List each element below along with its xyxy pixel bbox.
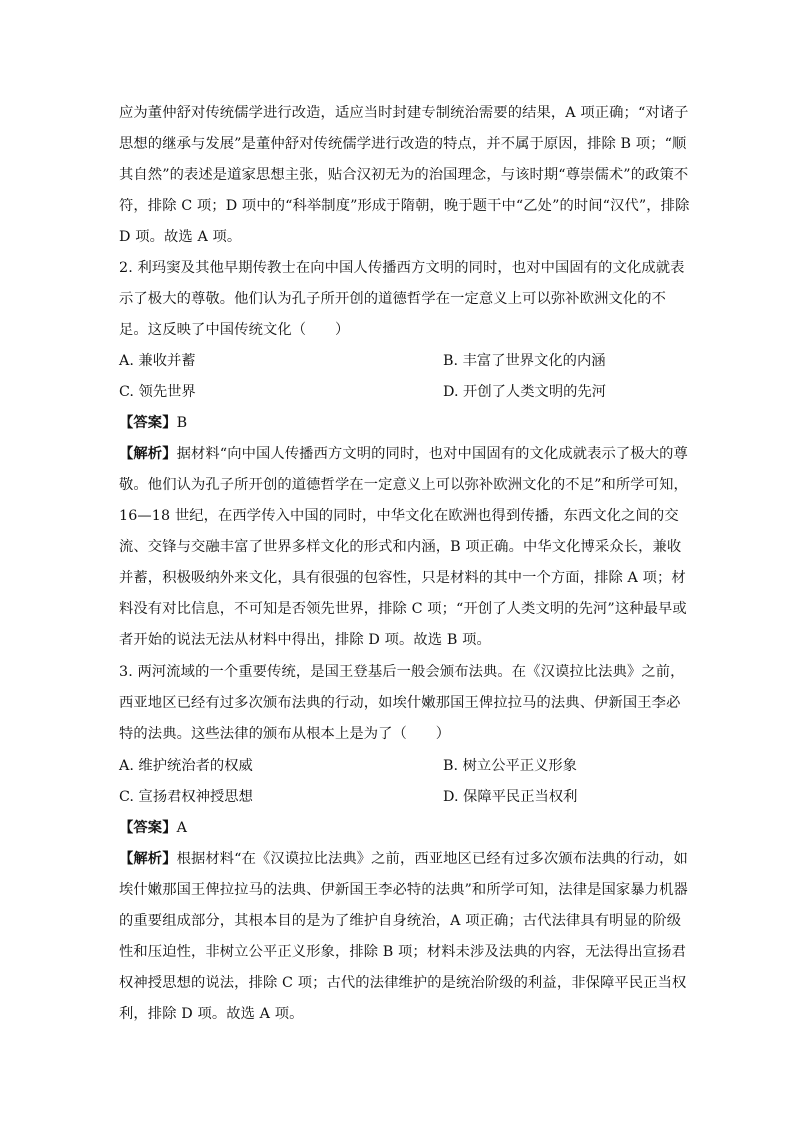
q3-stem-line: 3. 两河流域的一个重要传统，是国王登基后一般会颁布法典。在《汉谟拉比法典》之前，	[119, 664, 685, 680]
answer-tag: 【答案】	[119, 415, 177, 431]
q1-explanation-line: 其自然”的表述是道家思想主张，贴合汉初无为的治国理念，与该时期“尊崇儒术”的政策不	[119, 167, 689, 183]
q2-analysis-line: 流、交锋与交融丰富了世界多样文化的形式和内涵，B 项正确。中华文化博采众长，兼收	[119, 539, 682, 555]
analysis-text: 根据材料“在《汉谟拉比法典》之前，西亚地区已经有过多次颁布法典的行动，如	[176, 851, 688, 867]
q1-explanation-line: 符，排除 C 项；D 项中的“科举制度”形成于隋朝，晚于题干中“乙处”的时间“汉代”，排除	[119, 198, 690, 214]
analysis-tag: 【解析】	[119, 851, 177, 867]
q1-explanation-line: 应为董仲舒对传统儒学进行改造，适应当时封建专制统治需要的结果，A 项正确；“对诸子	[119, 105, 689, 121]
q2-analysis-line: 并蓄，积极吸纳外来文化，具有很强的包容性，只是材料的其中一个方面，排除 A 项；材	[119, 570, 686, 586]
q2-analysis-line: 敬。他们认为孔子所开创的道德哲学在一定意义上可以弥补欧洲文化的不足”和所学可知，	[119, 477, 688, 493]
q3-analysis-line: 权神授思想的说法，排除 C 项；古代的法律维护的是统治阶级的利益，非保障平民正当权	[119, 975, 687, 991]
q3-option-a: A. 维护统治者的权威	[119, 758, 253, 774]
q3-analysis-line: 的重要组成部分，其根本目的是为了维护自身统治，A 项正确；古代法律具有明显的阶级	[119, 913, 682, 929]
q3-stem-line: 特的法典。这些法律的颁布从根本上是为了（ ）	[119, 726, 451, 742]
q2-analysis-line: 16—18 世纪，在西学传入中国的同时，中华文化在欧洲也得到传播，东西文化之间的交	[119, 508, 679, 524]
q2-answer	[119, 413, 187, 433]
q2-option-d: D. 开创了人类文明的先河	[443, 384, 607, 400]
q3-answer	[119, 818, 187, 838]
q3-option-c: C. 宣扬君权神授思想	[119, 789, 253, 805]
q2-analysis-line: 料没有对比信息，不可知是否领先世界，排除 C 项；“开创了人类文明的先河”这种最早或	[119, 601, 687, 617]
q2-stem-line: 2. 利玛窦及其他早期传教士在向中国人传播西方文明的同时，也对中国固有的文化成就表	[119, 260, 685, 276]
analysis-tag: 【解析】	[119, 446, 177, 462]
q1-explanation-line: D 项。故选 A 项。	[119, 229, 242, 245]
q3-analysis-line: 埃什嫩那国王俾拉拉马的法典、伊新国王李必特的法典”和所学可知，法律是国家暴力机器	[119, 882, 688, 898]
answer-value: A	[176, 820, 188, 836]
q2-option-c: C. 领先世界	[119, 384, 196, 400]
q3-analysis-line: 性和压迫性，非树立公平正义形象，排除 B 项；材料未涉及法典的内容，无法得出宣扬君	[119, 944, 686, 960]
answer-tag: 【答案】	[119, 820, 177, 836]
q3-analysis-first-line	[119, 849, 688, 869]
q3-stem-line: 西亚地区已经有过多次颁布法典的行动，如埃什嫩那国王俾拉拉马的法典、伊新国王李必	[119, 695, 681, 711]
q1-explanation-line: 思想的继承与发展”是董仲舒对传统儒学进行改造的特点，并不属于原因，排除 B 项；“顺	[119, 136, 687, 152]
q2-analysis-first-line	[119, 444, 688, 464]
q3-option-d: D. 保障平民正当权利	[443, 789, 578, 805]
q2-option-b: B. 丰富了世界文化的内涵	[443, 353, 606, 369]
q2-stem-line: 示了极大的尊敬。他们认为孔子所开创的道德哲学在一定意义上可以弥补欧洲文化的不	[119, 291, 667, 307]
analysis-text: 据材料“向中国人传播西方文明的同时，也对中国固有的文化成就表示了极大的尊	[176, 446, 688, 462]
q2-analysis-line: 者开始的说法无法从材料中得出，排除 D 项。故选 B 项。	[119, 632, 491, 648]
answer-value: B	[176, 415, 188, 431]
q3-analysis-line: 利，排除 D 项。故选 A 项。	[119, 1006, 304, 1022]
q2-stem-line: 足。这反映了中国传统文化（ ）	[119, 322, 350, 338]
q3-option-b: B. 树立公平正义形象	[443, 758, 577, 774]
q2-option-a: A. 兼收并蓄	[119, 353, 196, 369]
